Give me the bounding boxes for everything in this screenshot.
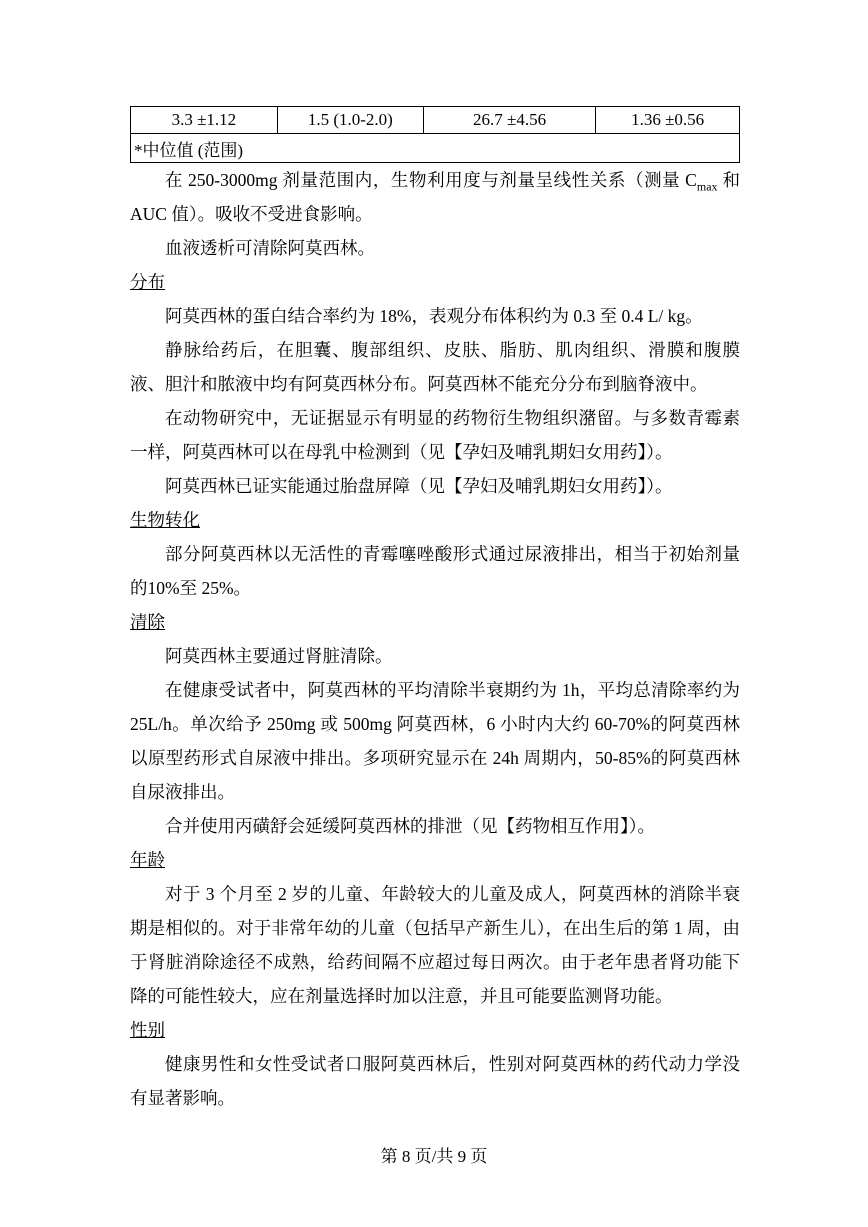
- table-cell: 26.7 ±4.56: [423, 107, 595, 134]
- paragraph-tissue-distribution: 静脉给药后，在胆囊、腹部组织、皮肤、脂肪、肌肉组织、滑膜和腹膜液、胆汁和脓液中均有阿莫西林分布。阿莫西林不能充分分布到脑脊液中。: [130, 340, 740, 394]
- paragraph-probenecid: 合并使用丙磺舒会延缓阿莫西林的排泄（见【药物相互作用】）。: [165, 816, 655, 836]
- table-footnote-row: [131, 134, 740, 163]
- paragraph-absorption-linearity: [130, 163, 740, 231]
- paragraph-text: 和 AUC 值）。吸收不受进食影响。: [130, 170, 740, 224]
- pk-parameters-table: [130, 106, 740, 163]
- page-number-indicator: 第 8 页/共 9 页: [380, 1147, 488, 1166]
- section-heading-gender: 性别: [130, 1020, 165, 1040]
- section-heading-biotransformation: 生物转化: [130, 510, 200, 530]
- table-data-row: [131, 107, 740, 134]
- paragraph-text: 在 250-3000mg 剂量范围内，生物利用度与剂量呈线性关系（测量 C: [165, 170, 697, 190]
- paragraph-renal-clearance: 阿莫西林主要通过肾脏清除。: [165, 646, 393, 666]
- paragraph-biotransformation: 部分阿莫西林以无活性的青霉噻唑酸形式通过尿液排出，相当于初始剂量的10%至 25%。: [130, 544, 740, 598]
- paragraph-clearance-halflife: 在健康受试者中，阿莫西林的平均清除半衰期约为 1h，平均总清除率约为25L/h。单次给予 250mg 或 500mg 阿莫西林，6 小时内大约 60-70%的阿莫西林以原型药形式自尿液中排出。多项研究显示在 24h 周期内，50-85%的阿莫西林自尿液排出。: [130, 680, 740, 802]
- section-heading-age: 年龄: [130, 850, 165, 870]
- table-cell: 1.5 (1.0-2.0): [277, 107, 423, 134]
- paragraph-age: 对于 3 个月至 2 岁的儿童、年龄较大的儿童及成人，阿莫西林的消除半衰期是相似的。对于非常年幼的儿童（包括早产新生儿），在出生后的第 1 周，由于肾脏消除途径不成熟，给药间隔不应超过每日两次。由于老年患者肾功能下降的可能性较大，应在剂量选择时加以注意，并且可能要监测肾功能。: [130, 884, 740, 1006]
- document-body: [130, 163, 740, 1115]
- paragraph-protein-binding: 阿莫西林的蛋白结合率约为 18%，表观分布体积约为 0.3 至 0.4 L/ kg。: [165, 306, 703, 326]
- document-content: [130, 106, 740, 1115]
- paragraph-placental-barrier: 阿莫西林已证实能通过胎盘屏障（见【孕妇及哺乳期妇女用药】）。: [165, 476, 673, 496]
- table-footnote: *中位值 (范围): [131, 134, 740, 163]
- paragraph-hemodialysis: 血液透析可清除阿莫西林。: [165, 238, 375, 258]
- table-cell: 1.36 ±0.56: [596, 107, 740, 134]
- page-footer: [0, 1146, 868, 1168]
- table-cell: 3.3 ±1.12: [131, 107, 278, 134]
- cmax-subscript: max: [696, 179, 718, 194]
- section-heading-distribution: 分布: [130, 272, 165, 292]
- paragraph-gender: 健康男性和女性受试者口服阿莫西林后，性别对阿莫西林的药代动力学没有显著影响。: [130, 1054, 740, 1108]
- section-heading-clearance: 清除: [130, 612, 165, 632]
- paragraph-animal-studies: 在动物研究中，无证据显示有明显的药物衍生物组织潴留。与多数青霉素一样，阿莫西林可以在母乳中检测到（见【孕妇及哺乳期妇女用药】）。: [130, 408, 740, 462]
